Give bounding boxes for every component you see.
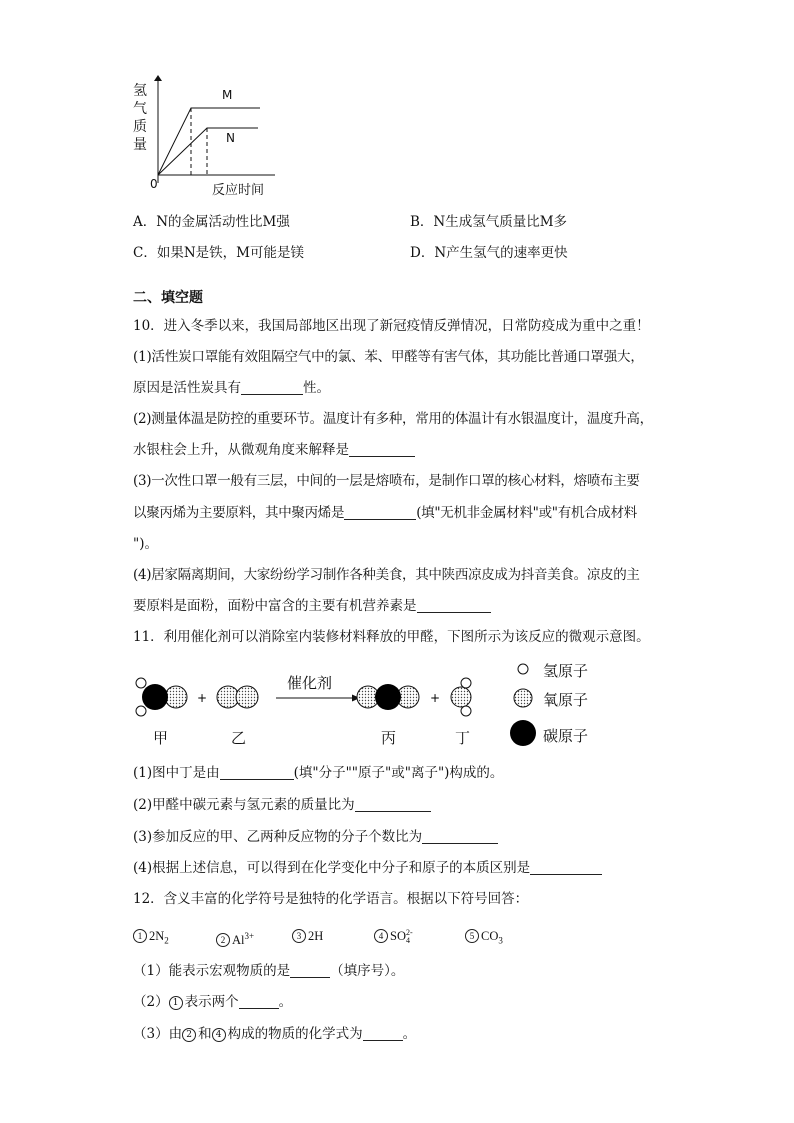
q12-blank-1[interactable] — [290, 963, 330, 978]
y-axis-arrow — [154, 75, 162, 81]
q11-p4 — [133, 859, 602, 877]
graph-y-char-1: 氢 — [133, 83, 147, 99]
q11-p3-text: (3)参加反应的甲、乙两种反应物的分子个数比为 — [133, 829, 423, 845]
q10-p2-line2 — [133, 441, 415, 459]
q10-p2-text: 水银柱会上升，从微观角度来解释是 — [133, 442, 349, 458]
legend-carbon-label: 碳原子 — [543, 727, 589, 745]
q10-p3-line1: (3)一次性口罩一般有三层，中间的一层是熔喷布，是制作口罩的核心材料，熔喷布主要 — [133, 473, 640, 489]
q10-p2-line1: (2)测量体温是防控的重要环节。温度计有多种，常用的体温计有水银温度计，温度升高， — [133, 411, 653, 427]
q12-p3-text-c: 。 — [402, 1026, 417, 1042]
label-ding: 丁 — [455, 729, 471, 747]
q12-p2-text-c: 。 — [278, 994, 293, 1010]
symbol-4: 4 SO 2- 4 — [374, 928, 413, 945]
q11-p4-text: (4)根据上述信息，可以得到在化学变化中分子和原子的本质区别是 — [133, 860, 531, 876]
circle-num-1: 1 — [133, 929, 147, 943]
q12-p2-text-a: （2） — [133, 994, 169, 1010]
symbol-1: 1 $2N_2$ — [133, 928, 169, 949]
q10-p3-text-b: (填"无机非金属材料"或"有机合成材料 — [416, 505, 637, 521]
symbol-2: 2 $Al^{3+}$ — [216, 928, 254, 948]
q12-p1 — [133, 962, 404, 980]
label-jia: 甲 — [153, 729, 169, 747]
plus-1: + — [197, 691, 208, 705]
q12-p3-circle-2: 4 — [212, 1028, 226, 1042]
q11-blank-1[interactable] — [220, 765, 294, 780]
q10-blank-1[interactable] — [241, 380, 303, 395]
q10-blank-3[interactable] — [344, 505, 416, 520]
q12-p2-circle: 1 — [169, 996, 183, 1010]
molecule-bing — [357, 684, 419, 710]
circle-num-4: 4 — [374, 929, 388, 943]
circle-num-2: 2 — [216, 933, 230, 947]
q10-p3-text-a: 以聚丙烯为主要原料，其中聚丙烯是 — [133, 505, 345, 521]
q11-stem: 11．利用催化剂可以消除室内装修材料释放的甲醛，下图所示为该反应的微观示意图。 — [133, 629, 650, 645]
q11-blank-4[interactable] — [530, 860, 602, 875]
q12-blank-3[interactable] — [363, 1026, 403, 1041]
label-yi: 乙 — [231, 729, 247, 747]
graph-x-label: 反应时间 — [212, 183, 265, 198]
legend-oxygen-icon — [514, 689, 532, 707]
graph-y-char-3: 质 — [133, 119, 147, 135]
q12-p3 — [133, 1025, 416, 1043]
symbol-5: 5 $CO_3$ — [465, 928, 503, 949]
graph-origin: 0 — [150, 177, 158, 191]
q10-p4-text: 要原料是面粉，面粉中富含的主要有机营养素是 — [133, 598, 417, 614]
q12-stem: 12．含义丰富的化学符号是独特的化学语言。根据以下符号回答： — [133, 891, 529, 907]
q12-p3-text-a: （3）由 — [133, 1026, 183, 1042]
molecule-yi — [217, 686, 258, 708]
q10-stem: 10．进入冬季以来，我国局部地区出现了新冠疫情反弹情况，日常防疫成为重中之重！ — [133, 318, 650, 334]
plus-2: + — [430, 691, 441, 705]
q12-p3-circle-1: 2 — [182, 1028, 196, 1042]
q10-p3-line2 — [133, 504, 637, 522]
q12-p3-text-b: 构成的物质的化学式为 — [227, 1026, 363, 1042]
q11-p1-text-b: (填"分子""原子"或"离子")构成的。 — [293, 765, 504, 781]
q10-p4-line1: (4)居家隔离期间，大家纷纷学习制作各种美食，其中陕西凉皮成为抖音美食。凉皮的主 — [133, 567, 640, 583]
q10-p1-text-a: 原因是活性炭具有 — [133, 380, 241, 396]
q11-blank-3[interactable] — [422, 829, 498, 844]
q10-p1-line1: (1)活性炭口罩能有效阻隔空气中的氯、苯、甲醛等有害气体，其功能比普通口罩强大， — [133, 349, 644, 365]
option-c: C．如果N是铁，M可能是镁 — [133, 245, 304, 261]
q11-p3 — [133, 828, 498, 846]
q10-blank-2[interactable] — [349, 442, 415, 457]
q11-p1-text-a: (1)图中丁是由 — [133, 765, 220, 781]
line-n — [158, 128, 258, 175]
q11-p2-text: (2)甲醛中碳元素与氢元素的质量比为 — [133, 797, 355, 813]
q10-p4-line2 — [133, 597, 491, 615]
graph-label-m: M — [222, 88, 233, 102]
label-bing: 丙 — [381, 729, 397, 747]
graph-label-n: N — [226, 131, 235, 145]
q12-blank-2[interactable] — [239, 994, 279, 1009]
line-m — [158, 108, 260, 175]
q10-p1-text-b: 性。 — [303, 380, 330, 396]
q11-blank-2[interactable] — [355, 797, 431, 812]
reaction-diagram — [130, 660, 610, 755]
legend-carbon-icon — [510, 720, 536, 746]
legend-oxygen-label: 氧原子 — [543, 691, 589, 709]
legend-hydrogen-icon — [518, 664, 528, 674]
q11-p1 — [133, 764, 503, 782]
molecule-ding — [451, 678, 471, 716]
graph-y-char-2: 气 — [133, 101, 147, 117]
molecule-jia — [136, 678, 187, 716]
q12-p1-text-a: （1）能表示宏观物质的是 — [133, 963, 291, 979]
option-b: B．N生成氢气质量比M多 — [410, 214, 568, 230]
q12-p1-text-b: （填序号）。 — [330, 963, 405, 979]
q12-p2 — [133, 993, 292, 1011]
q12-p3-mid: 和 — [198, 1026, 212, 1042]
q10-blank-4[interactable] — [417, 598, 491, 613]
catalyst-label: 催化剂 — [287, 674, 333, 692]
option-a: A．N的金属活动性比M强 — [133, 214, 290, 230]
graph-y-char-4: 量 — [133, 137, 147, 153]
circle-num-5: 5 — [465, 929, 479, 943]
q12-p2-text-b: 表示两个 — [184, 994, 239, 1010]
q10-p1-line2 — [133, 379, 330, 397]
q10-p3-line3: ")。 — [133, 536, 158, 552]
legend-hydrogen-label: 氢原子 — [543, 662, 589, 680]
symbol-3: 3 2H — [292, 928, 323, 944]
q11-p2 — [133, 796, 431, 814]
circle-num-3: 3 — [292, 929, 306, 943]
option-d: D．N产生氢气的速率更快 — [410, 245, 568, 261]
section-title: 二、填空题 — [133, 290, 203, 306]
